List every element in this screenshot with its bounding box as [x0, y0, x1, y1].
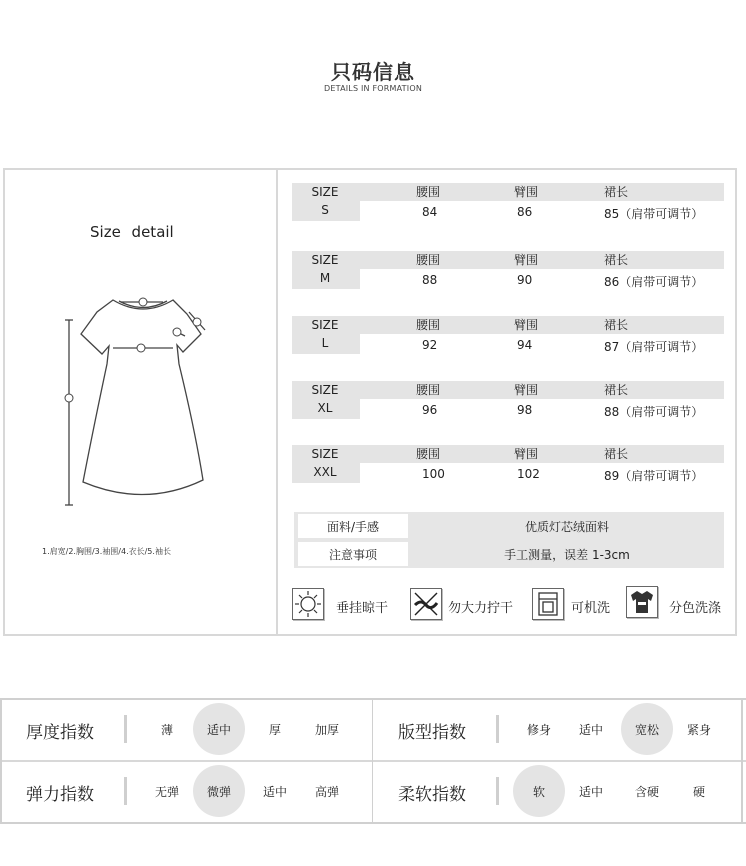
size-value: L: [321, 336, 329, 350]
arm-header: 臂围: [514, 318, 539, 332]
length-header: 裙长: [604, 185, 629, 199]
waist-header: 腰围: [416, 185, 441, 199]
index-option: 修身: [526, 723, 551, 737]
length-header: 裙长: [604, 253, 629, 267]
index-option: 适中: [578, 723, 603, 737]
arm-header: 臂围: [514, 185, 539, 199]
arm-header: 臂围: [514, 253, 539, 267]
length-value: 87（肩带可调节）: [604, 340, 704, 354]
index-option: 硬: [692, 785, 705, 799]
page-subtitle: DETAILS IN FORMATION: [323, 84, 422, 93]
fabric-value: 优质灯芯绒面料: [524, 520, 609, 534]
page-title: 只码信息: [331, 60, 415, 84]
index-option: 软: [532, 785, 545, 799]
index-option: 适中: [578, 785, 603, 799]
index-option: 薄: [160, 723, 173, 737]
size-label: SIZE: [311, 447, 339, 461]
arm-header: 臂围: [514, 447, 539, 461]
separate-wash-icon: [626, 586, 658, 618]
index-separator: [124, 777, 127, 805]
indices-left-edge: [0, 698, 2, 824]
panel-divider: [276, 170, 278, 634]
waist-header: 腰围: [416, 253, 441, 267]
index-option: 厚: [268, 723, 281, 737]
waist-value: 92: [422, 338, 438, 352]
size-label: SIZE: [311, 253, 339, 267]
length-value: 86（肩带可调节）: [604, 275, 704, 289]
length-header: 裙长: [604, 383, 629, 397]
index-title-softness: 柔软指数: [398, 785, 466, 805]
size-value: XL: [317, 401, 333, 415]
care-label-separate-wash: 分色洗涤: [669, 601, 722, 616]
indices-right-edge: [741, 698, 743, 824]
measurement-legend: 1.肩宽/2.胸围/3.袖围/4.衣长/5.袖长: [42, 547, 171, 556]
length-value: 85（肩带可调节）: [604, 207, 704, 221]
fabric-label: 面料/手感: [326, 520, 380, 534]
index-separator: [124, 715, 127, 743]
size-value: XXL: [313, 465, 337, 479]
care-label-no-wring: 勿大力拧干: [448, 601, 514, 616]
index-separator: [496, 777, 499, 805]
index-option: 适中: [262, 785, 287, 799]
waist-header: 腰围: [416, 318, 441, 332]
arm-header: 臂围: [514, 383, 539, 397]
waist-header: 腰围: [416, 383, 441, 397]
length-value: 89（肩带可调节）: [604, 469, 704, 483]
arm-value: 98: [517, 403, 533, 417]
size-label: SIZE: [311, 185, 339, 199]
index-separator: [496, 715, 499, 743]
machine-wash-icon: [532, 588, 564, 620]
length-header: 裙长: [604, 447, 629, 461]
length-value: 88（肩带可调节）: [604, 405, 704, 419]
indices-col-divider: [372, 698, 373, 824]
index-option: 含硬: [634, 785, 659, 799]
size-value: S: [321, 203, 329, 217]
index-option: 无弹: [154, 785, 179, 799]
care-label-machine-wash: 可机洗: [571, 601, 611, 616]
waist-header: 腰围: [416, 447, 441, 461]
waist-value: 88: [422, 273, 438, 287]
size-value: M: [319, 271, 331, 285]
arm-value: 90: [517, 273, 533, 287]
index-option: 适中: [206, 723, 231, 737]
hang-dry-icon: [292, 588, 324, 620]
waist-value: 84: [422, 205, 438, 219]
note-label: 注意事项: [328, 548, 377, 562]
size-label: SIZE: [311, 383, 339, 397]
index-title-elasticity: 弹力指数: [26, 785, 94, 805]
index-option: 紧身: [686, 723, 711, 737]
arm-value: 86: [517, 205, 533, 219]
arm-value: 102: [517, 467, 540, 481]
dress-diagram: [55, 290, 215, 520]
index-option: 高弹: [314, 785, 339, 799]
indices-row-divider: [0, 760, 746, 762]
index-title-thickness: 厚度指数: [26, 723, 94, 743]
no-wring-icon: [410, 588, 442, 620]
note-value: 手工测量，误差 1-3cm: [504, 548, 630, 562]
index-option: 加厚: [314, 723, 339, 737]
waist-value: 96: [422, 403, 438, 417]
index-title-fit: 版型指数: [398, 723, 466, 743]
arm-value: 94: [517, 338, 533, 352]
waist-value: 100: [422, 467, 445, 481]
length-header: 裙长: [604, 318, 629, 332]
size-detail-heading: Size detail: [90, 223, 174, 241]
index-option: 微弹: [206, 785, 231, 799]
index-option: 宽松: [634, 723, 659, 737]
size-label: SIZE: [311, 318, 339, 332]
care-label-hang-dry: 垂挂晾干: [336, 601, 389, 616]
